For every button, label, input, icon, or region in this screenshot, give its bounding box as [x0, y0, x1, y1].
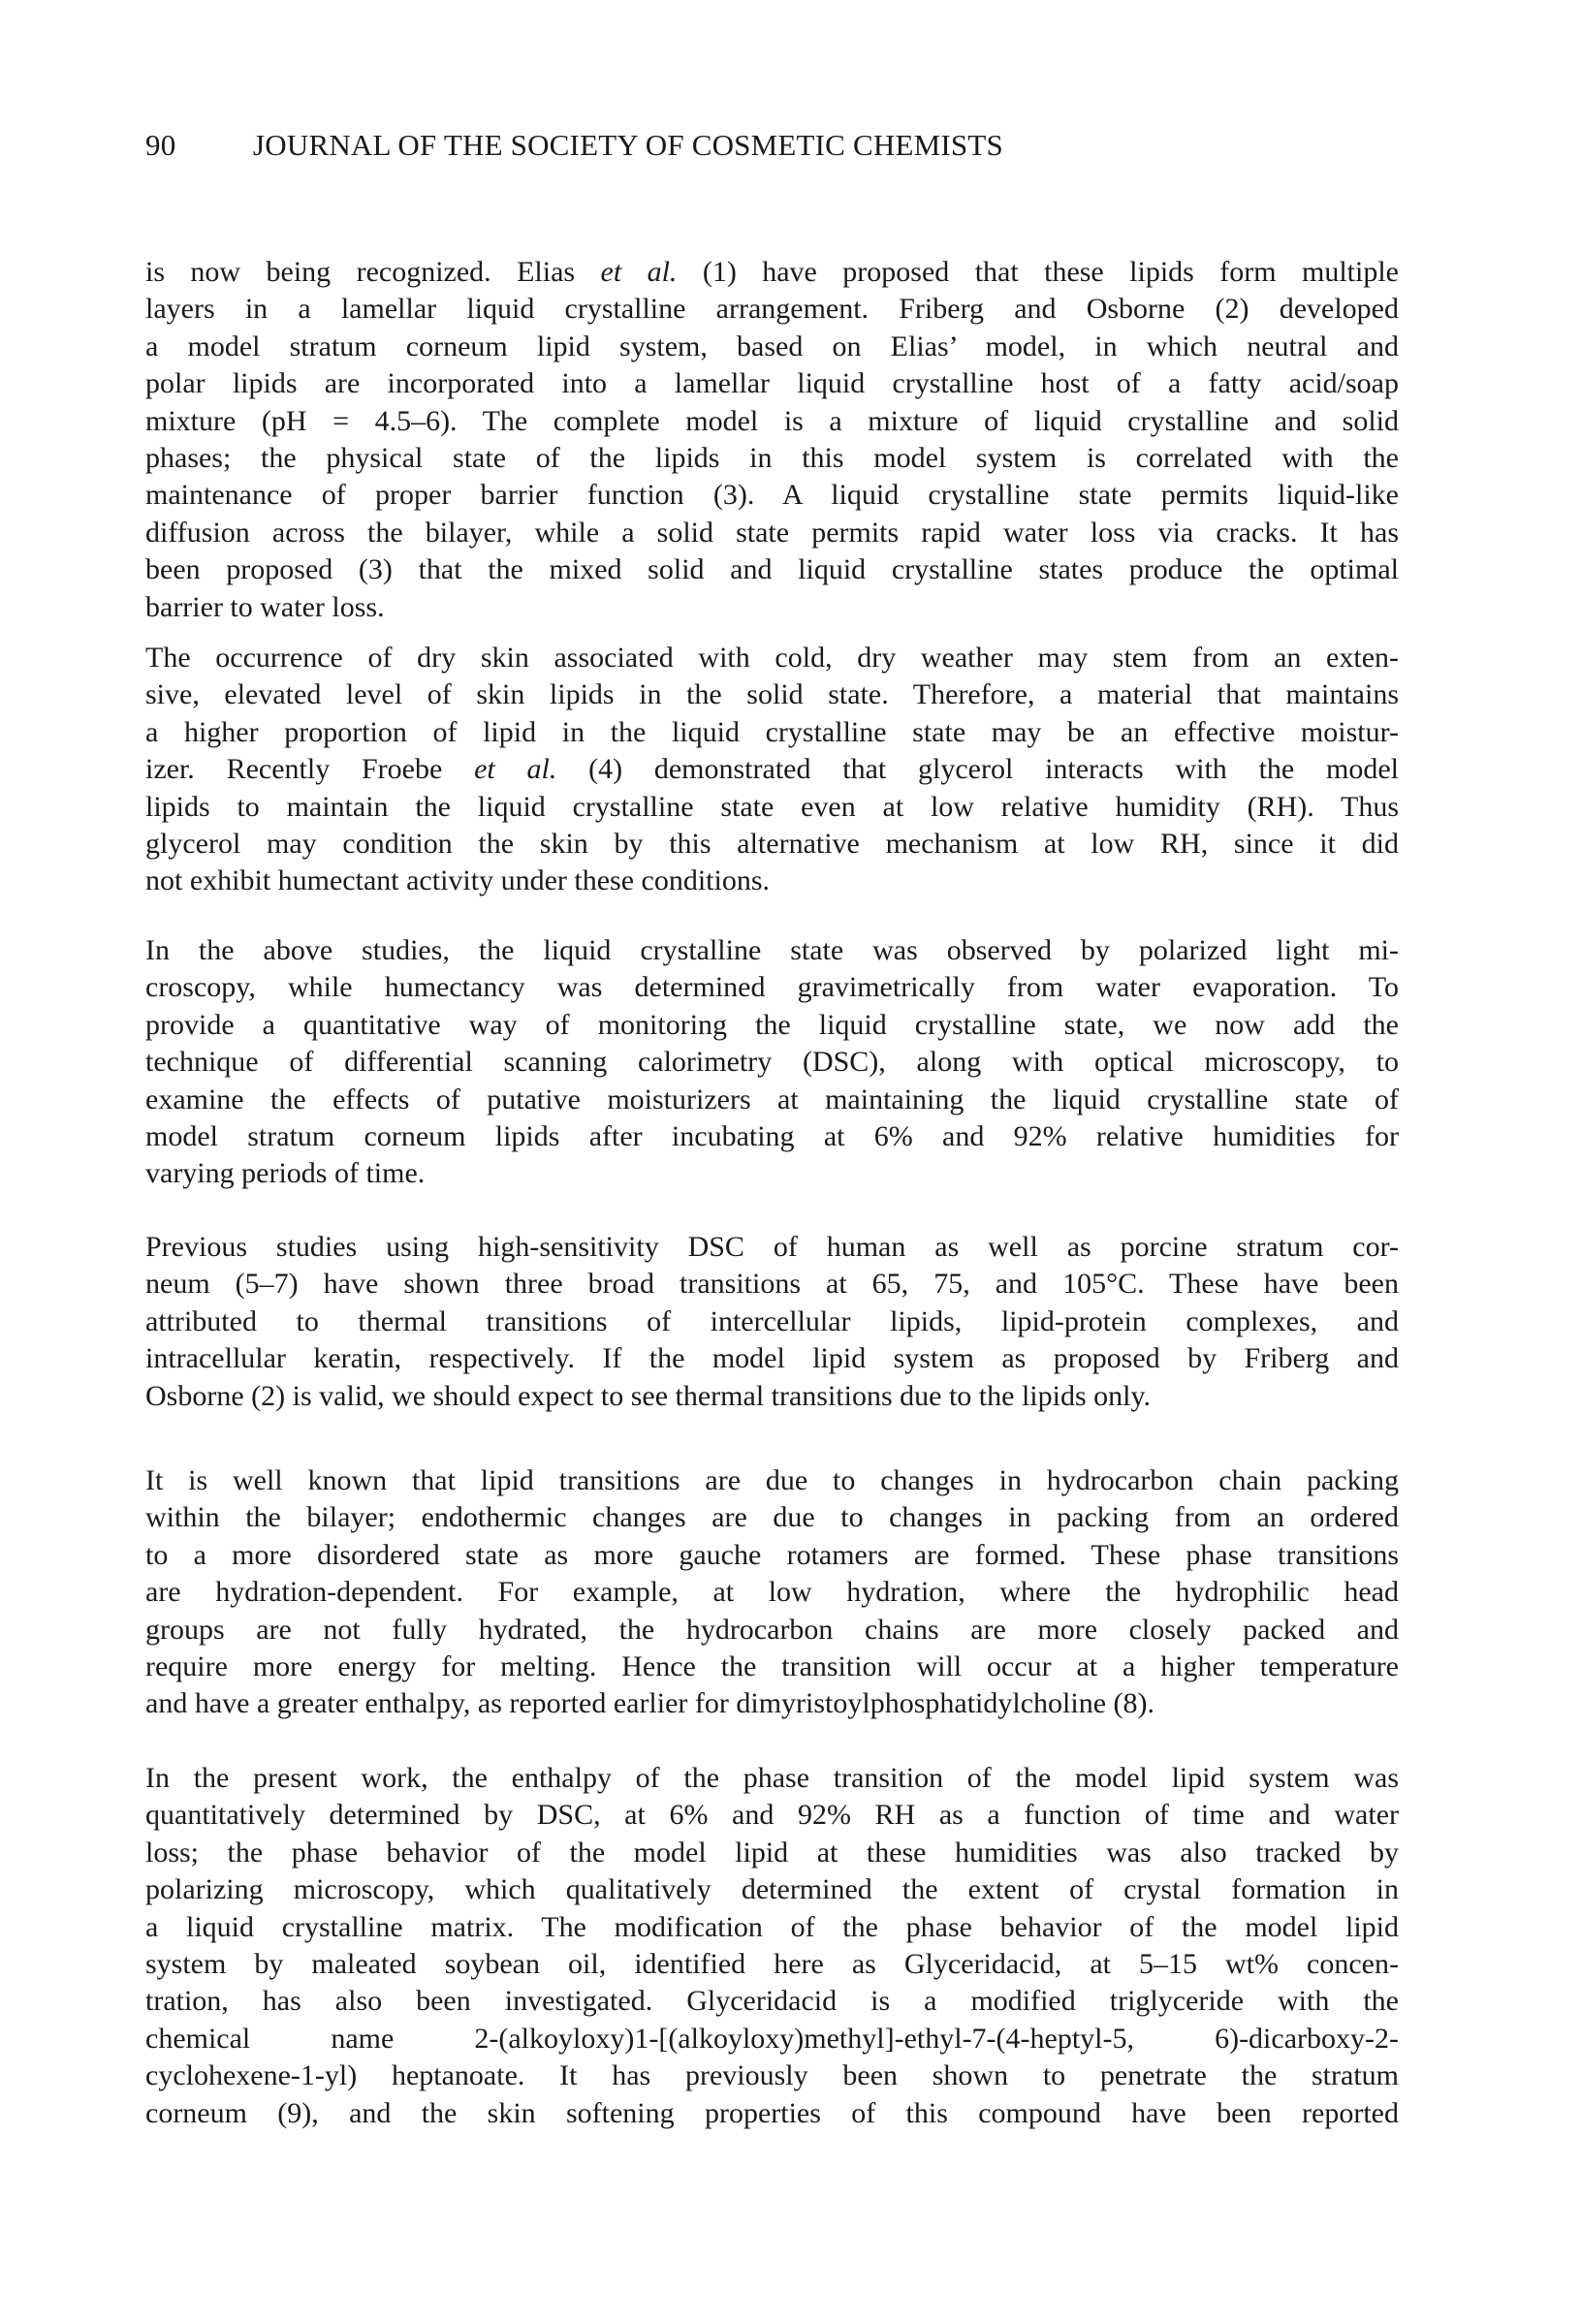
paragraph-1	[145, 254, 1399, 626]
line-text: model stratum corneum lipids after incubating at 6% and 92% relative humidities for	[145, 1119, 1399, 1152]
text-line	[145, 1871, 1399, 1908]
text-line	[145, 714, 1399, 751]
line-text: varying periods of time.	[145, 1157, 426, 1190]
text-line	[145, 1685, 1399, 1722]
journal-title: JOURNAL OF THE SOCIETY OF COSMETIC CHEMISTS	[253, 128, 1003, 162]
paragraph-2	[145, 640, 1399, 900]
text-line	[145, 1649, 1399, 1685]
line-text: and have a greater enthalpy, as reported earlier for dimyristoylphosphatidylcholine (8).	[145, 1687, 1155, 1720]
text-line	[145, 551, 1399, 588]
text-line	[145, 1537, 1399, 1574]
text-line	[145, 1118, 1399, 1155]
text-line	[145, 751, 1399, 788]
text-line	[145, 2095, 1399, 2132]
line-text: lipids to maintain the liquid crystalline state even at low relative humidity (RH). Thus	[145, 790, 1399, 823]
line-text: provide a quantitative way of monitoring the liquid crystalline state, we now add the	[145, 1008, 1399, 1041]
running-head	[145, 128, 1406, 167]
line-text: diffusion across the bilayer, while a solid state permits rapid water loss via cracks. It has	[145, 516, 1399, 549]
text-line	[145, 640, 1399, 676]
text-line	[145, 365, 1399, 402]
text-line	[145, 403, 1399, 440]
line-text: system by maleated soybean oil, identified here as Glyceridacid, at 5–15 wt% concen-	[145, 1947, 1399, 1980]
text-line	[145, 789, 1399, 826]
text-line	[145, 291, 1399, 328]
text-line	[145, 826, 1399, 863]
line-text: a model stratum corneum lipid system, based on Elias’ model, in which neutral and	[145, 330, 1399, 362]
text-line	[145, 1983, 1399, 2020]
paragraph-3	[145, 932, 1399, 1193]
line-text: corneum (9), and the skin softening properties of this compound have been reported	[145, 2096, 1399, 2129]
line-text: examine the effects of putative moisturizers at maintaining the liquid crystalline state of	[145, 1083, 1399, 1115]
text-line	[145, 932, 1399, 969]
line-text: tration, has also been investigated. Glyceridacid is a modified triglyceride with the	[145, 1985, 1399, 2018]
text-line	[145, 1007, 1399, 1044]
line-text: cyclohexene-1-yl) heptanoate. It has previously been shown to penetrate the stratum	[145, 2059, 1399, 2092]
line-text: In the present work, the enthalpy of the phase transition of the model lipid system was	[145, 1762, 1399, 1794]
line-text: The occurrence of dry skin associated with cold, dry weather may stem from an exten-	[145, 642, 1399, 674]
line-text: maintenance of proper barrier function (3). A liquid crystalline state permits liquid-like	[145, 479, 1399, 512]
text-line	[145, 1378, 1399, 1415]
line-text: quantitatively determined by DSC, at 6% and 92% RH as a function of time and water	[145, 1799, 1399, 1832]
line-text: are hydration-dependent. For example, at low hydration, where the hydrophilic head	[145, 1576, 1399, 1609]
line-text: Previous studies using high-sensitivity DSC of human as well as porcine stratum cor-	[145, 1231, 1399, 1263]
text-line	[145, 1499, 1399, 1536]
italic-text: et al.	[600, 256, 678, 288]
line-text: neum (5–7) have shown three broad transitions at 65, 75, and 105°C. These have been	[145, 1268, 1399, 1301]
line-text: glycerol may condition the skin by this alternative mechanism at low RH, since it did	[145, 827, 1399, 860]
line-text: been proposed (3) that the mixed solid and liquid crystalline states produce the optimal	[145, 553, 1399, 586]
text-line	[145, 863, 1399, 899]
text-line	[145, 2021, 1399, 2057]
line-text: Osborne (2) is valid, we should expect to see thermal transitions due to the lipids only.	[145, 1379, 1152, 1412]
text-line	[145, 969, 1399, 1006]
text-line	[145, 1612, 1399, 1649]
text-line	[145, 589, 1399, 626]
line-text: a liquid crystalline matrix. The modification of the phase behavior of the model lipid	[145, 1910, 1399, 1943]
text-line	[145, 2057, 1399, 2094]
text-line	[145, 1909, 1399, 1946]
text-line	[145, 1082, 1399, 1118]
line-text: croscopy, while humectancy was determined gravimetrically from water evaporation. To	[145, 971, 1399, 1004]
text-line	[145, 477, 1399, 514]
page-number: 90	[145, 128, 176, 162]
line-text: chemical name 2-(alkoyloxy)1-[(alkoyloxy)methyl]-ethyl-7-(4-heptyl-5, 6)-dicarboxy-2-	[145, 2022, 1399, 2055]
line-text: not exhibit humectant activity under these conditions.	[145, 864, 771, 897]
paragraph-5	[145, 1462, 1399, 1723]
line-text: In the above studies, the liquid crystalline state was observed by polarized light mi-	[145, 934, 1399, 966]
line-text: groups are not fully hydrated, the hydrocarbon chains are more closely packed and	[145, 1613, 1399, 1646]
line-text: mixture (pH = 4.5–6). The complete model is a mixture of liquid crystalline and solid	[145, 404, 1399, 437]
text-line	[145, 1340, 1399, 1377]
line-text: polarizing microscopy, which qualitatively determined the extent of crystal formation in	[145, 1873, 1399, 1906]
paragraph-4	[145, 1229, 1399, 1415]
text-line	[145, 1462, 1399, 1499]
line-text: It is well known that lipid transitions are due to changes in hydrocarbon chain packing	[145, 1464, 1399, 1496]
text-line	[145, 1266, 1399, 1303]
text-line	[145, 440, 1399, 477]
text-line	[145, 1760, 1399, 1797]
text-line	[145, 1797, 1399, 1834]
line-text: intracellular keratin, respectively. If the model lipid system as proposed by Friberg and	[145, 1342, 1399, 1375]
text-line	[145, 1574, 1399, 1611]
text-line	[145, 1229, 1399, 1266]
line-text: require more energy for melting. Hence the transition will occur at a higher temperature	[145, 1649, 1399, 1682]
text-line	[145, 329, 1399, 365]
line-text: barrier to water loss.	[145, 590, 385, 623]
line-text: is now being recognized. Elias et al. (1) have proposed that these lipids form multiple	[145, 256, 1399, 288]
text-line	[145, 1303, 1399, 1340]
text-line	[145, 254, 1399, 291]
paragraph-6	[145, 1760, 1399, 2132]
text-line	[145, 1835, 1399, 1871]
line-text: loss; the phase behavior of the model lipid at these humidities was also tracked by	[145, 1836, 1399, 1869]
line-text: polar lipids are incorporated into a lamellar liquid crystalline host of a fatty acid/soap	[145, 367, 1399, 400]
line-text: sive, elevated level of skin lipids in the solid state. Therefore, a material that maintains	[145, 678, 1399, 711]
line-text: technique of differential scanning calorimetry (DSC), along with optical microscopy, to	[145, 1046, 1399, 1079]
line-text: a higher proportion of lipid in the liquid crystalline state may be an effective moistur-	[145, 715, 1399, 748]
line-text: within the bilayer; endothermic changes are due to changes in packing from an ordered	[145, 1501, 1399, 1534]
line-text: izer. Recently Froebe et al. (4) demonstrated that glycerol interacts with the model	[145, 753, 1399, 786]
text-line	[145, 1155, 1399, 1192]
line-text: phases; the physical state of the lipids in this model system is correlated with the	[145, 441, 1399, 474]
text-line	[145, 1946, 1399, 1983]
line-text: to a more disordered state as more gauche rotamers are formed. These phase transitions	[145, 1538, 1399, 1571]
text-line	[145, 676, 1399, 713]
line-text: attributed to thermal transitions of intercellular lipids, lipid-protein complexes, and	[145, 1304, 1399, 1337]
text-line	[145, 1044, 1399, 1081]
italic-text: et al.	[474, 753, 557, 786]
text-line	[145, 515, 1399, 551]
line-text: layers in a lamellar liquid crystalline arrangement. Friberg and Osborne (2) developed	[145, 293, 1399, 326]
